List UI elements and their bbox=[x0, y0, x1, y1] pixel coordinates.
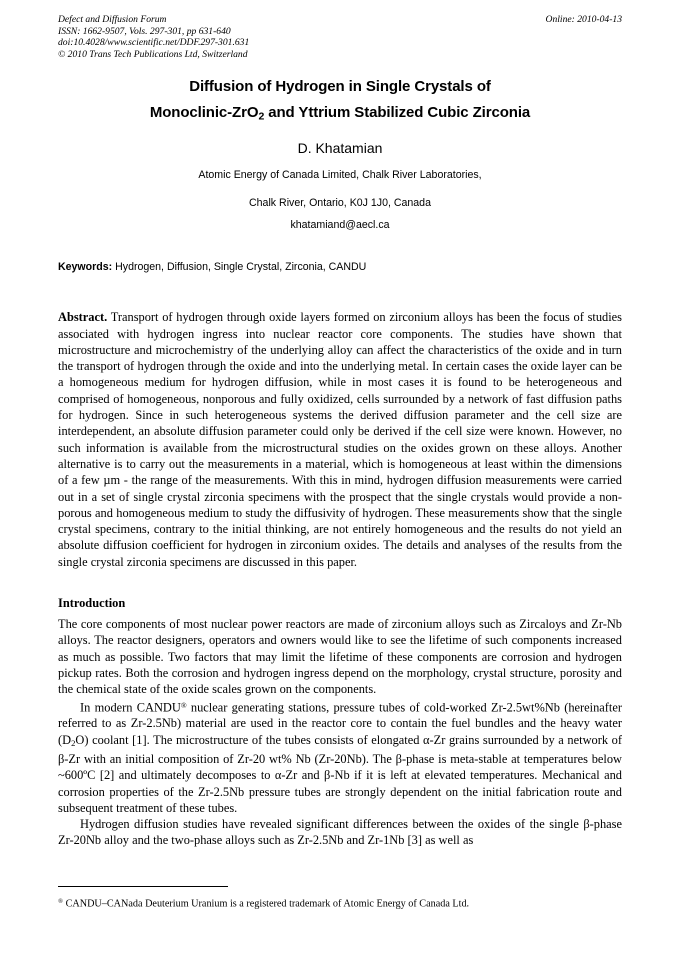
author-name: D. Khatamian bbox=[297, 140, 383, 157]
title-subscript: 2 bbox=[258, 110, 265, 123]
journal-header bbox=[58, 14, 622, 60]
author-email[interactable]: khatamiand@aecl.ca bbox=[290, 219, 390, 232]
affiliation-line-2: Chalk River, Ontario, K0J 1J0, Canada bbox=[249, 197, 431, 210]
keywords bbox=[58, 260, 622, 274]
intro-p2-part-c: O) coolant [1]. The microstructure of the tubes consists of elongated α-Zr grains surrounded by a network of β-Zr with an initial composition of Zr-20 wt% Nb (Zr-20Nb). The β-phase is meta-stable at temperatures below ~600ºC [2] and ultimately decomposes to α-Zr and β-Nb if it is left at elevated temperatures. Mechanical and corrosion properties of the Zr-2.5Nb pressure tubes are strongly dependent on the initial fabrication route and subsequent treatment of these tubes. bbox=[58, 732, 622, 815]
footnote bbox=[58, 895, 622, 910]
keywords-label: Keywords: bbox=[58, 261, 113, 274]
journal-name: Defect and Diffusion Forum bbox=[58, 14, 167, 25]
title-line-2 bbox=[58, 100, 622, 129]
journal-header-row-1 bbox=[58, 14, 622, 26]
intro-paragraph-3: Hydrogen diffusion studies have revealed significant differences between the oxides of the single β-phase Zr-20Nb alloy and the two-phase alloys such as Zr-2.5Nb and Zr-1Nb [3] as well as bbox=[58, 817, 622, 848]
footnote-separator-rule bbox=[58, 886, 228, 887]
online-date: Online: 2010-04-13 bbox=[545, 14, 622, 25]
footnote-text: CANDU–CANada Deuterium Uranium is a registered trademark of Atomic Energy of Canada Ltd. bbox=[63, 898, 470, 910]
doi-line: doi:10.4028/www.scientific.net/DDF.297-301.631 bbox=[58, 37, 250, 49]
intro-p2-part-a: In modern CANDU bbox=[80, 699, 181, 714]
footnote-marker-icon: ® bbox=[58, 898, 64, 905]
affiliation-line-1: Atomic Energy of Canada Limited, Chalk River Laboratories, bbox=[198, 169, 482, 182]
section-heading-introduction: Introduction bbox=[58, 596, 126, 611]
intro-paragraph-1: The core components of most nuclear power reactors are made of zirconium alloys such as Zircaloys and Zr-Nb alloys. The reactor designers, operators and owners would like to see the lifetime of such components increased as much as possible. Two factors that may limit the lifetime of these components are corrosion and hydrogen pickup rates. Both the corrosion and hydrogen ingress depend on the morphology, crystal structure, porosity and the chemical state of the oxide scales grown on the components. bbox=[58, 617, 622, 697]
abstract bbox=[58, 309, 622, 570]
issn-line: ISSN: 1662-9507, Vols. 297-301, pp 631-640 bbox=[58, 25, 231, 37]
chem-subscript: 2 bbox=[71, 737, 76, 748]
page-title bbox=[58, 74, 622, 129]
intro-paragraph-2 bbox=[58, 698, 622, 817]
title-line-2-part-2: and Yttrium Stabilized Cubic Zirconia bbox=[264, 104, 531, 121]
footnote-area bbox=[58, 886, 622, 910]
title-line-2-part-1: Monoclinic-ZrO bbox=[149, 104, 259, 121]
keywords-value: Hydrogen, Diffusion, Single Crystal, Zirconia, CANDU bbox=[115, 261, 367, 274]
page-content bbox=[58, 0, 622, 849]
abstract-label: Abstract. bbox=[58, 310, 108, 325]
title-line-1: Diffusion of Hydrogen in Single Crystals of bbox=[189, 78, 491, 95]
trademark-icon: ® bbox=[180, 700, 187, 710]
abstract-text: Transport of hydrogen through oxide layers formed on zirconium alloys has been the focus of studies associated with hydrogen ingress into nuclear reactor core components. The studies have shown that microstructure and microchemistry of the underlying alloy can affect the characteristics of the oxide and in turn the transport of hydrogen through the oxide and into the underlying metal. In certain cases the oxide layer can be a homogeneous medium for hydrogen diffusion, while in most cases it is found to be heterogeneous and comprised of homogeneous, nonporous and fully oxidized, cells surrounded by a network of fast diffusion paths for hydrogen. Since in such heterogeneous systems the derived diffusion parameter and the cell size are interdependent, an absolute diffusion parameter could only be derived if the cell size were known. However, no such information is available from the microstructural studies on the oxides grown on these alloys. Another alternative is to carry out the measurements in a material, which is homogeneous at least within the dimensions of a few µm - the range of the measurements. With this in mind, hydrogen diffusion measurements were carried out in a set of single crystal zirconia specimens with the prospect that the single crystals would provide a non-porous and homogeneous medium to study the diffusivity of hydrogen. These measurements show that the single crystal specimens, contrary to the initial thinking, are not entirely homogeneous and the results do not yield an absolute diffusion coefficient for hydrogen in zirconium oxides. The details and analyses of the results from the single crystal zirconia specimens are discussed in this paper. bbox=[58, 310, 623, 569]
copyright-line: © 2010 Trans Tech Publications Ltd, Switzerland bbox=[58, 48, 248, 60]
intro-p2-part-b: nuclear generating stations, pressure tubes of cold-worked Zr-2.5wt%Nb (hereinafter referred to as Zr-2.5Nb) material are used in the reactor core to contain the fuel bundles and the heavy water (D bbox=[58, 699, 622, 747]
